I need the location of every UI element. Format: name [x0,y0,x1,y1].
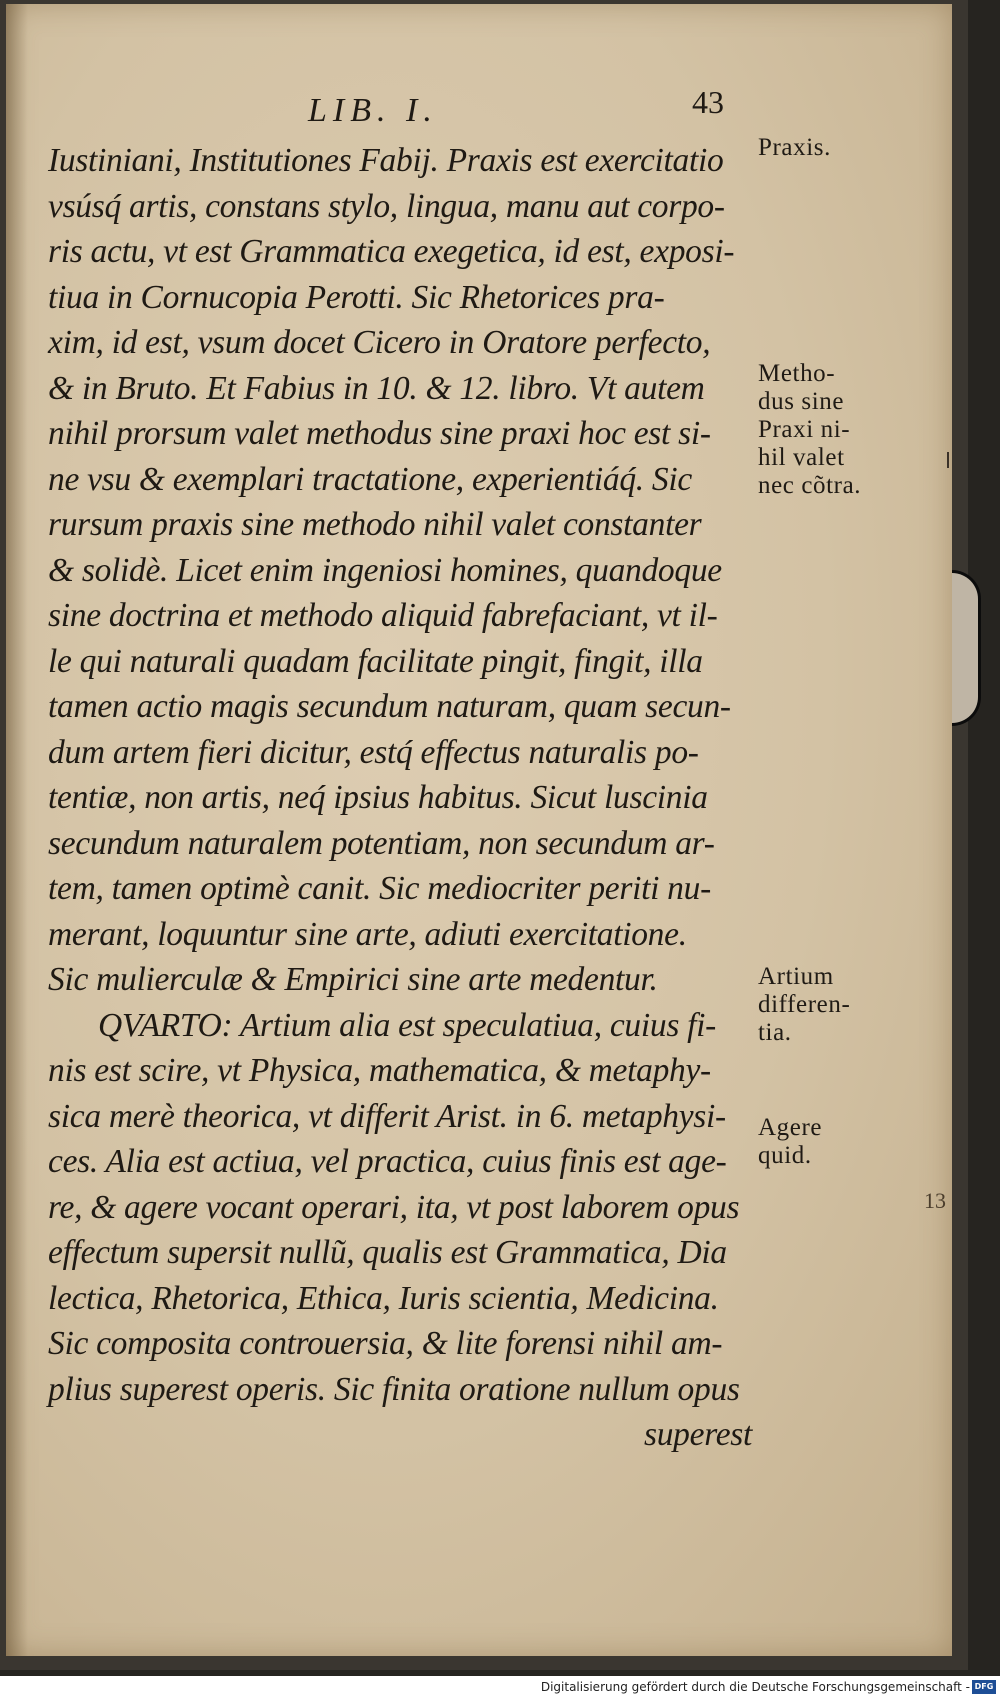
text-line: effectum supersit nullũ, qualis est Grammatica, Dia [48,1234,727,1271]
margin-tick [947,452,949,468]
text-line: re, & agere vocant operari, ita, vt post laborem opus [48,1188,740,1226]
margin-line: tia. [758,1019,792,1046]
text-line: & in Bruto. Et Fabius in 10. & 12. libro. Vt autem [48,369,705,407]
margin-line: differen- [758,991,851,1018]
catchword: superest [644,1416,753,1453]
text-line: nis est scire, vt Physica, mathematica, & metaphy- [48,1052,711,1089]
text-line: dum artem fieri dicitur, estq́ effectus naturalis po- [48,733,699,771]
text-line: le qui naturali quadam facilitate pingit, fingit, illa [48,642,703,680]
page-gutter [6,4,28,1656]
text-line: ris actu, vt est Grammatica exegetica, id est, exposi- [48,233,735,270]
text-line: vsúsq́ artis, constans stylo, lingua, manu aut corpo- [48,187,725,225]
margin-mark: 13 [924,1188,946,1213]
margin-note-artium [758,963,850,1047]
text-line: QVARTO: Artium alia est speculatiua, cuius fi- [98,1006,717,1044]
margin-line: Metho- [758,360,836,387]
margin-line: nec cõtra. [758,472,862,499]
text-line: & solidè. Licet enim ingeniosi homines, quandoque [48,551,722,589]
margin-line: Agere [758,1114,823,1141]
margin-line: dus sine [758,388,845,415]
page-number: 43 [692,84,724,120]
margin-line: Praxis. [758,134,831,161]
running-head: LIB. I. [308,92,438,129]
text-line: ces. Alia est actiua, vel practica, cuius finis est age- [48,1143,727,1180]
text-line: sine doctrina et methodo aliquid fabrefaciant, vt il- [48,597,718,634]
margin-note-agere [758,1114,822,1170]
footer-bar [0,1676,1000,1698]
text-line: merant, loquuntur sine arte, adiuti exercitatione. [48,915,687,953]
dfg-logo-icon: DFG [972,1680,996,1694]
text-line: secundum naturalem potentiam, non secundum ar- [48,824,715,862]
page-clip [952,570,981,726]
text-line: ne vsu & exemplari tractatione, experientiáq́. Sic [48,460,692,498]
text-line: rursum praxis sine methodo nihil valet constanter [48,506,702,543]
text-line: tamen actio magis secundum naturam, quam secun- [48,688,731,725]
text-line: tem, tamen optimè canit. Sic mediocriter periti nu- [48,870,711,907]
margin-line: hil valet [758,444,845,471]
text-line: Iustiniani, Institutiones Fabij. Praxis est exercitatio [48,142,724,179]
text-line: Sic mulierculæ & Empirici sine arte medentur. [48,961,658,998]
text-line: sica merè theorica, vt differit Arist. in 6. metaphysi- [48,1097,726,1135]
body-text [48,138,752,1458]
text-line: xim, id est, vsum docet Cicero in Oratore perfecto, [48,324,711,361]
margin-line: Praxi ni- [758,416,851,443]
text-line: lectica, Rhetorica, Ethica, Iuris scientia, Medicina. [48,1279,719,1317]
text-line: Sic composita controuersia, & lite forensi nihil am- [48,1325,723,1362]
margin-note-methodus [758,360,861,500]
page-header [0,84,1000,129]
text-line: nihil prorsum valet methodus sine praxi hoc est si- [48,415,711,452]
text-line: plius superest operis. Sic finita oratione nullum opus [48,1370,740,1408]
text-line: tentiæ, non artis, neq́ ipsius habitus. Sicut luscinia [48,779,708,816]
margin-line: Artium [758,963,834,990]
text-line: tiua in Cornucopia Perotti. Sic Rhetorices pra- [48,278,665,316]
margin-note-praxis [758,134,831,162]
margin-line: quid. [758,1142,812,1169]
footer-credit: Digitalisierung gefördert durch die Deutsche Forschungsgemeinschaft - [540,1680,970,1694]
